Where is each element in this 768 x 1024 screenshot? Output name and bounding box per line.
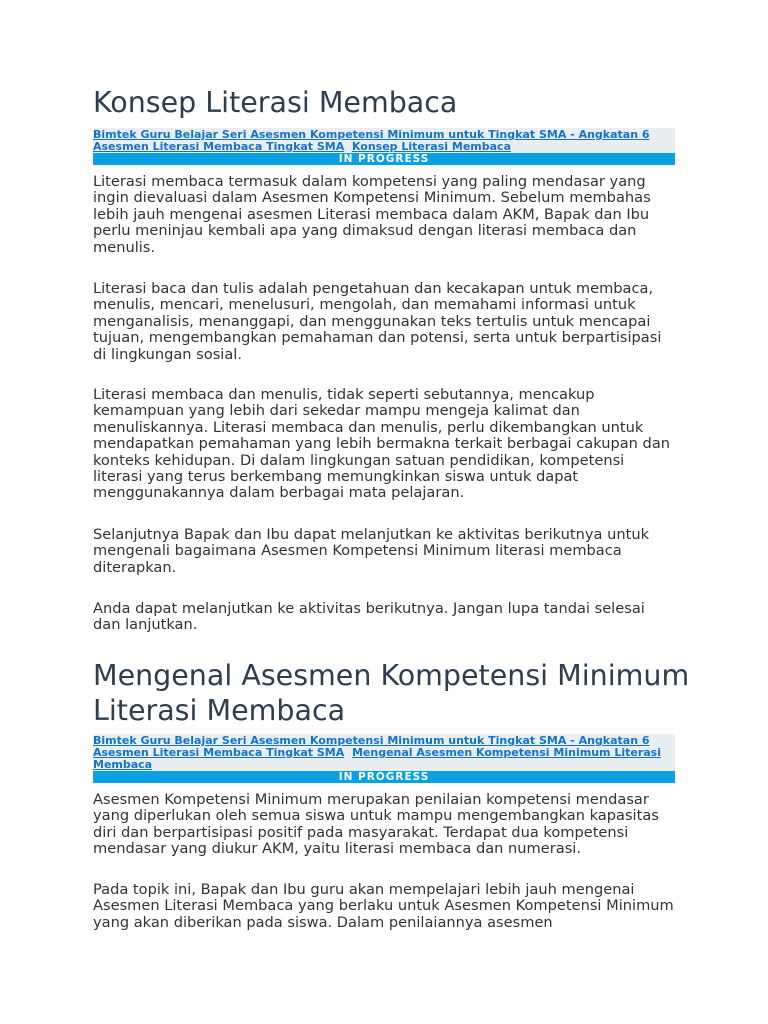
- breadcrumb-page-link[interactable]: Konsep Literasi Membaca: [351, 140, 511, 153]
- status-badge: IN PROGRESS: [93, 153, 675, 165]
- paragraph: [93, 792, 675, 858]
- breadcrumb-course-link[interactable]: Bimtek Guru Belajar Seri Asesmen Kompetensi Minimum untuk Tingkat SMA - Angkatan 6: [93, 128, 650, 141]
- breadcrumb: [93, 128, 675, 153]
- paragraph: [93, 281, 675, 363]
- paragraph: [93, 387, 675, 502]
- section-title: Mengenal Asesmen Kompetensi Minimum Literasi Membaca: [93, 659, 690, 727]
- paragraph-text: Anda dapat melanjutkan ke aktivitas berikutnya. Jangan lupa tandai selesai dan lanjutkan.: [93, 600, 645, 634]
- paragraph-text: Asesmen Kompetensi Minimum merupakan penilaian kompetensi mendasar yang diperlukan oleh semua siswa untuk mampu mengembangkan kapasitas diri dan berpartisipasi positif pada masyarakat. Terdapat dua kompetensi mendasar yang diukur AKM, yaitu literasi membaca dan numerasi.: [93, 791, 659, 858]
- breadcrumb-course-link[interactable]: Bimtek Guru Belajar Seri Asesmen Kompetensi Minimum untuk Tingkat SMA - Angkatan 6: [93, 734, 650, 747]
- breadcrumb: [93, 734, 675, 771]
- breadcrumb-page-link[interactable]: Mengenal Asesmen Kompetensi Minimum Literasi Membaca: [93, 746, 661, 771]
- paragraph: [93, 174, 675, 256]
- status-badge: IN PROGRESS: [93, 771, 675, 783]
- paragraph-text: Pada topik ini, Bapak dan Ibu guru akan mempelajari lebih jauh mengenai Asesmen Literasi Membaca yang berlaku untuk Asesmen Kompetensi Minimum yang akan diberikan pada siswa. Dalam penilaiannya asesmen: [93, 881, 674, 931]
- paragraph-text: Selanjutnya Bapak dan Ibu dapat melanjutkan ke aktivitas berikutnya untuk mengenali bagaimana Asesmen Kompetensi Minimum literasi membaca diterapkan.: [93, 526, 650, 576]
- paragraph-text: Literasi membaca dan menulis, tidak seperti sebutannya, mencakup kemampuan yang lebih dari sekedar mampu mengeja kalimat dan menuliskannya. Literasi membaca dan menulis, perlu dikembangkan untuk mendapatkan pemahaman yang lebih bermakna terkait berbagai cakupan dan konteks kehidupan. Di dalam lingkungan satuan pendidikan, kompetensi literasi yang terus berkembang memungkinkan siswa untuk dapat menggunakannya dalam berbagai mata pelajaran.: [93, 386, 671, 502]
- paragraph: [93, 882, 675, 931]
- paragraph: [93, 601, 675, 634]
- section-meta: [93, 128, 675, 165]
- breadcrumb-module-link[interactable]: Asesmen Literasi Membaca Tingkat SMA: [93, 746, 345, 759]
- paragraph-text: Literasi membaca termasuk dalam kompetensi yang paling mendasar yang ingin dievaluasi dalam Asesmen Kompetensi Minimum. Sebelum membahas lebih jauh mengenai asesmen Literasi membaca dalam AKM, Bapak dan Ibu perlu meninjau kembali apa yang dimaksud dengan literasi membaca dan menulis.: [93, 173, 651, 256]
- breadcrumb-module-link[interactable]: Asesmen Literasi Membaca Tingkat SMA: [93, 140, 345, 153]
- section-meta: [93, 734, 675, 783]
- paragraph: [93, 527, 675, 576]
- page-title: Konsep Literasi Membaca: [93, 86, 458, 119]
- paragraph-text: Literasi baca dan tulis adalah pengetahuan dan kecakapan untuk membaca, menulis, mencari, menelusuri, mengolah, dan memahami informasi untuk menganalisis, menanggapi, dan menggunakan teks tertulis untuk mencapai tujuan, mengembangkan pemahaman dan potensi, serta untuk berpartisipasi di lingkungan sosial.: [93, 280, 662, 363]
